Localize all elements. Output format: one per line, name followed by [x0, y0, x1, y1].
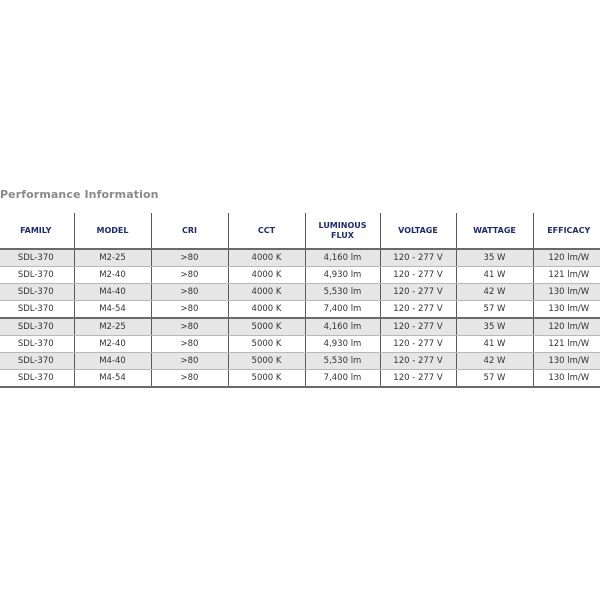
cell-family: SDL-370: [0, 301, 74, 319]
header-luminous-flux-line2: FLUX: [331, 230, 354, 240]
cell-voltage: 120 - 277 V: [380, 301, 456, 319]
cell-luminous-flux: 5,530 lm: [305, 353, 380, 370]
cell-efficacy: 130 lm/W: [533, 301, 600, 319]
cell-cri: >80: [151, 267, 228, 284]
cell-efficacy: 120 lm/W: [533, 249, 600, 267]
header-family: FAMILY: [0, 213, 74, 249]
table-row: [0, 284, 600, 301]
cell-model: M2-40: [74, 267, 151, 284]
table-row: [0, 336, 600, 353]
cell-family: SDL-370: [0, 370, 74, 388]
header-voltage: VOLTAGE: [380, 213, 456, 249]
cell-luminous-flux: 5,530 lm: [305, 284, 380, 301]
cell-voltage: 120 - 277 V: [380, 249, 456, 267]
cell-wattage: 42 W: [456, 284, 533, 301]
header-efficacy: EFFICACY: [533, 213, 600, 249]
cell-model: M4-54: [74, 370, 151, 388]
cell-cri: >80: [151, 249, 228, 267]
cell-voltage: 120 - 277 V: [380, 370, 456, 388]
cell-model: M2-25: [74, 318, 151, 336]
cell-luminous-flux: 4,930 lm: [305, 336, 380, 353]
cell-family: SDL-370: [0, 249, 74, 267]
header-model: MODEL: [74, 213, 151, 249]
cell-cct: 4000 K: [228, 267, 305, 284]
cell-cri: >80: [151, 301, 228, 319]
cell-model: M4-40: [74, 353, 151, 370]
cell-cct: 5000 K: [228, 370, 305, 388]
table-row: [0, 249, 600, 267]
table-header-row: [0, 213, 600, 249]
table-row: [0, 318, 600, 336]
cell-efficacy: 120 lm/W: [533, 318, 600, 336]
cell-family: SDL-370: [0, 284, 74, 301]
cell-voltage: 120 - 277 V: [380, 284, 456, 301]
cell-voltage: 120 - 277 V: [380, 336, 456, 353]
cell-cct: 4000 K: [228, 301, 305, 319]
header-luminous-flux: [305, 213, 380, 249]
cell-cct: 4000 K: [228, 249, 305, 267]
cell-cri: >80: [151, 336, 228, 353]
cell-model: M4-54: [74, 301, 151, 319]
cell-cct: 5000 K: [228, 336, 305, 353]
cell-cct: 5000 K: [228, 353, 305, 370]
cell-cct: 4000 K: [228, 284, 305, 301]
cell-family: SDL-370: [0, 318, 74, 336]
cell-luminous-flux: 4,160 lm: [305, 249, 380, 267]
cell-wattage: 41 W: [456, 336, 533, 353]
cell-cri: >80: [151, 318, 228, 336]
cell-family: SDL-370: [0, 267, 74, 284]
section-title: Performance Information: [0, 188, 159, 201]
cell-wattage: 35 W: [456, 249, 533, 267]
cell-luminous-flux: 4,930 lm: [305, 267, 380, 284]
header-luminous-flux-line1: LUMINOUS: [318, 220, 367, 230]
cell-efficacy: 121 lm/W: [533, 336, 600, 353]
table-row: [0, 370, 600, 388]
performance-table: [0, 213, 600, 388]
cell-wattage: 42 W: [456, 353, 533, 370]
cell-luminous-flux: 4,160 lm: [305, 318, 380, 336]
cell-luminous-flux: 7,400 lm: [305, 370, 380, 388]
cell-efficacy: 121 lm/W: [533, 267, 600, 284]
cell-family: SDL-370: [0, 336, 74, 353]
cell-voltage: 120 - 277 V: [380, 353, 456, 370]
table-row: [0, 301, 600, 319]
cell-wattage: 35 W: [456, 318, 533, 336]
cell-model: M2-40: [74, 336, 151, 353]
cell-cri: >80: [151, 370, 228, 388]
cell-voltage: 120 - 277 V: [380, 318, 456, 336]
cell-cri: >80: [151, 284, 228, 301]
cell-family: SDL-370: [0, 353, 74, 370]
cell-cct: 5000 K: [228, 318, 305, 336]
cell-cri: >80: [151, 353, 228, 370]
cell-efficacy: 130 lm/W: [533, 284, 600, 301]
cell-wattage: 57 W: [456, 301, 533, 319]
cell-wattage: 41 W: [456, 267, 533, 284]
cell-wattage: 57 W: [456, 370, 533, 388]
cell-efficacy: 130 lm/W: [533, 370, 600, 388]
header-cct: CCT: [228, 213, 305, 249]
cell-efficacy: 130 lm/W: [533, 353, 600, 370]
table-row: [0, 267, 600, 284]
header-wattage: WATTAGE: [456, 213, 533, 249]
cell-voltage: 120 - 277 V: [380, 267, 456, 284]
table-row: [0, 353, 600, 370]
cell-luminous-flux: 7,400 lm: [305, 301, 380, 319]
cell-model: M4-40: [74, 284, 151, 301]
cell-model: M2-25: [74, 249, 151, 267]
header-cri: CRI: [151, 213, 228, 249]
